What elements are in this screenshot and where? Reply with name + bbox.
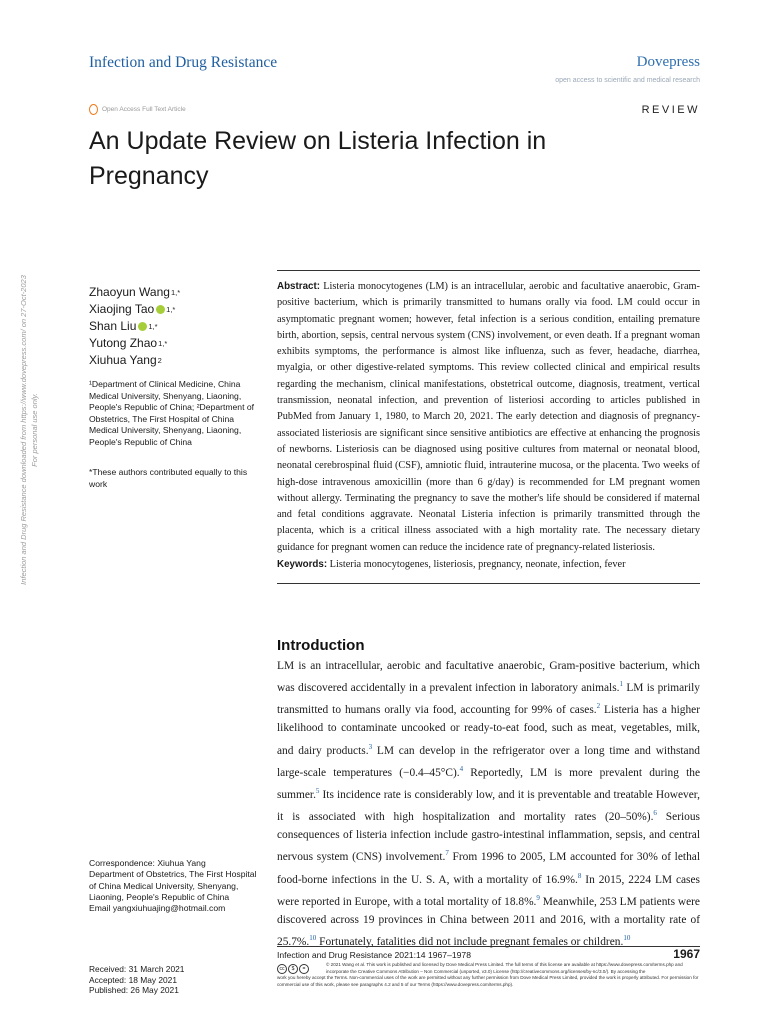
intro-sentence: Reportedly, LM is more prevalent during the summer. — [277, 766, 701, 801]
article-title: An Update Review on Listeria Infection in Pregnancy — [89, 127, 547, 190]
watermark-line-1: Infection and Drug Resistance downloaded from https://www.dovepress.com/ on 27-Oct-2023 — [19, 275, 28, 585]
author-affil-ref: 1,* — [166, 305, 176, 314]
author-item[interactable] — [89, 318, 180, 335]
article-dates — [89, 964, 184, 996]
author-affil-ref: 1,* — [148, 322, 158, 331]
author-name: Yutong Zhao — [89, 336, 158, 350]
keywords-text: Listeria monocytogenes, listeriosis, pregnancy, neonate, infection, fever — [329, 559, 626, 571]
publisher-logo[interactable]: Dovepress — [636, 54, 700, 70]
abstract — [277, 279, 700, 556]
footer-divider — [277, 946, 700, 947]
keywords — [277, 557, 700, 573]
citation-ref[interactable]: 6 — [653, 809, 657, 818]
correspondence-address: Department of Obstetrics, The First Hospital of China Medical University, Shenyang, Liaoning, People's Republic of China — [89, 869, 257, 902]
date-accepted: Accepted: 18 May 2021 — [89, 974, 177, 985]
author-name: Xiaojing Tao — [89, 302, 155, 316]
footer-citation: Infection and Drug Resistance 2021:14 1967–1978 — [277, 950, 471, 960]
intro-sentence: In 2015, 2224 LM cases were reported in Europe, with a total mortality of 18.8%. — [277, 873, 700, 908]
watermark-line-2: For personal use only. — [30, 393, 39, 467]
intro-sentence: Fortunately, fatalities did not include pregnant females or children. — [316, 935, 624, 948]
open-access-badge — [89, 104, 186, 115]
author-affil-ref: 2 — [157, 356, 162, 365]
intro-sentence: LM can develop in the refrigerator over a long time and withstand large-scale temperatures (−0.4–45°C). — [277, 744, 700, 779]
correspondence-email[interactable]: Email yangxiuhuajing@hotmail.com — [89, 903, 226, 914]
affiliations: ¹Department of Clinical Medicine, China Medical University, Shenyang, Liaoning, People's Republic of China; ²Department of Obstetrics, The First Hospital of China Medical University, Shenyang, Liaoning, People's Republic of China — [89, 379, 255, 447]
author-item[interactable] — [89, 352, 180, 369]
noncommercial-icon: $ — [288, 964, 298, 974]
creative-commons-license-icon[interactable] — [277, 964, 309, 974]
author-affil-ref: 1,* — [158, 339, 168, 348]
date-received: Received: 31 March 2021 — [89, 964, 185, 974]
journal-name[interactable]: Infection and Drug Resistance — [89, 54, 278, 71]
abstract-label: Abstract: — [277, 281, 321, 292]
page-number: 1967 — [673, 947, 700, 961]
equal-contribution-note: *These authors contributed equally to this work — [89, 467, 248, 489]
citation-ref[interactable]: 10 — [309, 934, 317, 943]
author-name: Xiuhua Yang — [89, 353, 157, 367]
introduction-paragraph — [277, 657, 700, 951]
correspondence-name: Correspondence: Xiuhua Yang — [89, 858, 206, 868]
citation-ref[interactable]: 8 — [577, 871, 582, 880]
citation-ref[interactable]: 2 — [596, 702, 601, 711]
intro-sentence: Meanwhile, 253 LM patients were discovered across 19 provinces in China between 2011 and 2016, with a mortality rate of 25.7%. — [277, 895, 700, 948]
intro-sentence: LM is primarily transmitted to humans orally via food, accounting for 99% of cases. — [277, 682, 700, 717]
author-item[interactable] — [89, 301, 180, 318]
abstract-box — [277, 270, 700, 584]
author-affil-ref: 1,* — [170, 288, 181, 297]
open-access-label: Open Access Full Text Article — [102, 106, 186, 113]
citation-ref[interactable]: 4 — [459, 764, 464, 773]
correspondence — [89, 858, 259, 914]
author-item[interactable] — [89, 284, 180, 301]
citation-ref[interactable]: 3 — [368, 742, 373, 751]
intro-sentence: From 1996 to 2005, LM accounted for 30% of lethal food-borne infections in the U. S. A, with a mortality of 16.9%. — [277, 851, 700, 886]
publisher-tagline: open access to scientific and medical research — [555, 77, 700, 84]
author-name: Shan Liu — [89, 319, 137, 333]
citation-ref[interactable]: 7 — [445, 849, 449, 858]
cc-icon: cc — [277, 964, 287, 974]
orcid-icon[interactable] — [138, 322, 147, 331]
author-item[interactable] — [89, 335, 180, 352]
citation-ref[interactable]: 5 — [315, 786, 320, 795]
intro-sentence: Its incidence rate is considerably low, and it is preventable and treatable However, it is associated with high hospitalization and mortality rates (20–50%). — [277, 788, 700, 823]
abstract-text: Listeria monocytogenes (LM) is an intracellular, aerobic and facultative anaerobic, Gram-positive bacterium, which is primarily transmitted to humans orally via food. LM could occur in asymptomatic pregnant women; however, fetal infection is a serious condition, entailing premature birth, abortion, sepsis, central nervous system (CNS) involvement, or even death. If a pregnant woman exhibits symptoms, the performance is almost like influenza, such as fever, headache, diarrhea, myalgia, or other digestive-related symptoms. This review collected clinical and empirical results regarding the mechanism, clinical manifestations, obstetrical outcome, diagnosis, treatment, vertical transmission, neonatal infection, and prevention of listeriosi according to articles published in PubMed from January 1, 1980, to March 20, 2021. The early detection and diagnosis of pregnancy-associated listeriosis are significant since sensitive antibiotics are effective at enhancing the prognosis of newborns. Listeriosis can be diagnosed using positive cultures from maternal or neonatal blood, neonatal cerebrospinal fluid (CSF), amniotic fluid, intrauterine mucosa, or the placenta. Two weeks of high-dose intravenous amoxicillin (more than 6 g/day) is recommended for LM pregnant women without allergy. Terminating the pregnancy to save the mother's life should be considered if maternal and fetal conditions aggravate. Neonatal Listeria infection is primarily transmitted through the placenta, which is a critical illness associated with a high mortality rate. The necessary dietary guidance for pregnant women can reduce the incidence rate of pregnancy-related listeriosis. — [277, 281, 700, 553]
date-published: Published: 26 May 2021 — [89, 985, 179, 995]
section-heading-introduction: Introduction — [277, 637, 365, 654]
orcid-icon[interactable] — [156, 305, 165, 314]
license-text-continued: work you hereby accept the Terms. Non-commercial uses of the work are permitted without any further permission from Dove Medical Press Limited, provided the work is properly attributed. For permission for commercial use of this work, please see paragraphs 4.2 and 5 of our Terms (https://www.dovepress.com/terms.php). — [277, 975, 699, 987]
intro-sentence: Listeria has a higher likelihood to contaminate uncooked or ready-to-eat food, such as meat, vegetables, milk, and dairy products. — [277, 704, 700, 757]
citation-ref[interactable]: 9 — [536, 893, 540, 902]
author-list — [89, 284, 180, 369]
citation-ref[interactable]: 1 — [619, 680, 624, 689]
article-type: REVIEW — [641, 104, 700, 116]
author-name: Zhaoyun Wang — [89, 285, 170, 299]
no-derivatives-icon: = — [299, 964, 309, 974]
citation-ref[interactable]: 10 — [623, 934, 631, 943]
license-text: © 2021 Wang et al. This work is published and licensed by Dove Medical Press Limited. The full terms of this license are available at https://www.dovepress.com/terms.php and incorporate the Creative Commons Attribution – Non Commercial (unported, v3.0) License (http://creativecommons.org/licenses/by-nc/3.0/). By accessing the — [326, 962, 683, 974]
keywords-label: Keywords: — [277, 559, 328, 571]
download-watermark — [18, 220, 40, 640]
intro-sentence: LM is an intracellular, aerobic and facultative anaerobic, Gram-positive bacterium, which was discovered accidentally in a prevalent infection in laboratory animals. — [277, 660, 700, 695]
open-access-lock-icon — [89, 104, 98, 115]
intro-sentence: Serious consequences of listeria infection include gastro-intestinal inflammation, sepsis, and central nervous system (CNS) involvement. — [277, 810, 700, 864]
